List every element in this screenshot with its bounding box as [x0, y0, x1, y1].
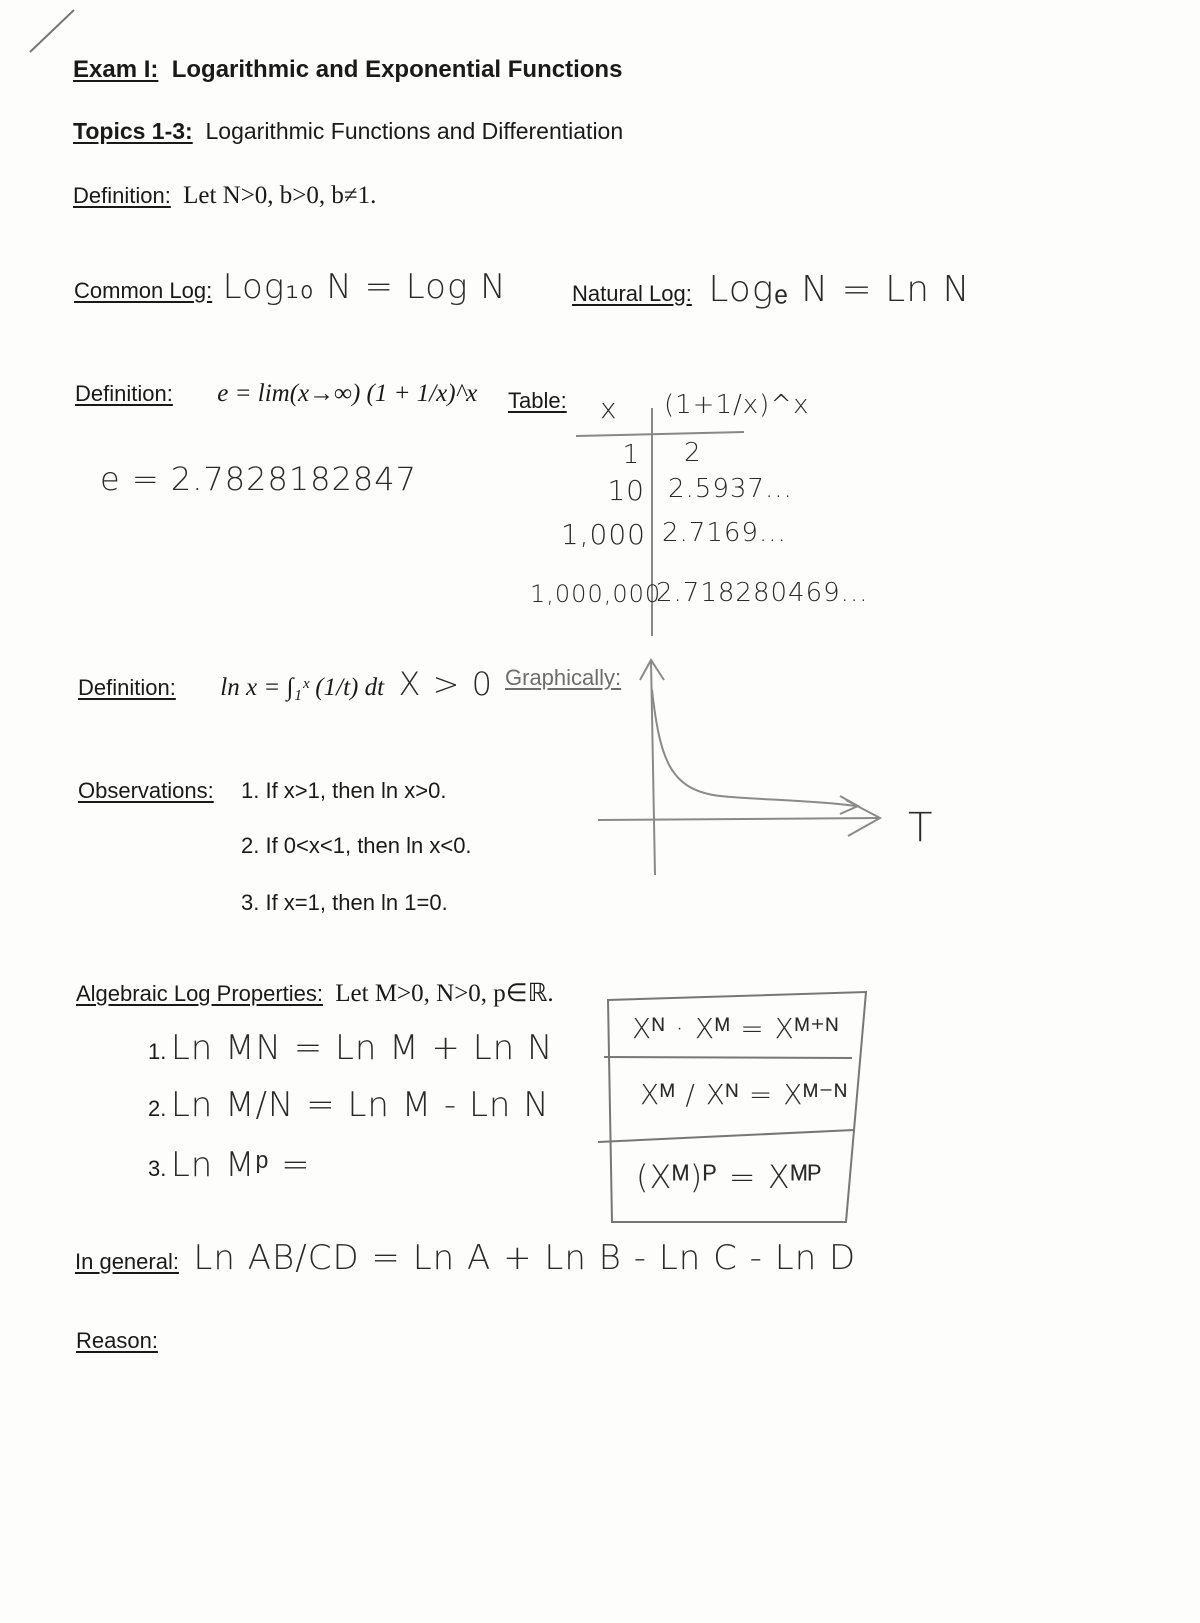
box-rule: Xᴺ · Xᴹ = Xᴹ⁺ᴺ [632, 1012, 839, 1045]
property-2 [148, 1085, 550, 1125]
definition-1-label: Definition: [73, 183, 171, 208]
definition-2-formula: e = lim(x→∞) (1 + 1/x)^x [217, 380, 478, 407]
definition-2 [75, 380, 477, 408]
table-f-cell: 2.718280469... [656, 578, 869, 608]
exam-header [73, 56, 622, 84]
topics-header [73, 118, 623, 145]
definition-3 [78, 665, 493, 703]
topics-label: Topics 1-3: [73, 118, 193, 144]
common-log [74, 267, 507, 307]
natural-log [572, 268, 970, 310]
graph-sketch [598, 660, 880, 875]
in-general [75, 1238, 856, 1278]
definition-3-hand-note: X > 0 [398, 665, 493, 703]
table-f-cell: 2 [684, 438, 702, 468]
definition-3-formula: ln x = ∫₁ˣ (1/t) dt [220, 674, 385, 701]
definition-3-label: Definition: [78, 675, 176, 700]
box-rule: Xᴹ / Xᴺ = Xᴹ⁻ᴺ [640, 1078, 848, 1111]
in-general-label: In general: [75, 1249, 179, 1274]
definition-1 [73, 182, 376, 210]
table-x-cell: 1,000 [560, 518, 646, 551]
property-hand: Ln M/N = Ln M - Ln N [170, 1085, 550, 1125]
property-num: 2. [148, 1096, 167, 1121]
table-x-cell: 1,000,000 [530, 580, 662, 608]
graphically-label: Graphically: [505, 665, 622, 690]
definition-1-text: Let N>0, b>0, b≠1. [183, 182, 377, 209]
common-log-hand: Log₁₀ N = Log N [222, 267, 507, 307]
property-hand: Ln MN = Ln M + Ln N [170, 1028, 554, 1068]
property-hand: Ln Mᵖ = [170, 1145, 311, 1185]
graph-axis-label: T [908, 805, 934, 851]
table-col-x: x [600, 392, 618, 425]
exam-title: Logarithmic and Exponential Functions [171, 56, 623, 83]
observation-item: 2. If 0<x<1, then ln x<0. [241, 833, 472, 858]
table-x-cell: 1 [622, 440, 640, 470]
table-x-cell: 10 [607, 474, 645, 507]
algebraic-label: Algebraic Log Properties: [76, 981, 324, 1006]
definition-2-label: Definition: [75, 381, 173, 406]
common-log-label: Common Log: [74, 278, 213, 303]
table-f-cell: 2.7169... [662, 518, 787, 548]
table-col-f: (1+1/x)^x [664, 390, 810, 420]
e-value-hand: e = 2.7828182847 [100, 460, 417, 498]
observation-item: 1. If x>1, then ln x>0. [241, 778, 447, 803]
property-num: 1. [148, 1039, 167, 1064]
algebraic-properties [76, 978, 554, 1008]
table-label: Table: [508, 388, 567, 413]
in-general-hand: Ln AB/CD = Ln A + Ln B - Ln C - Ln D [193, 1238, 857, 1278]
algebraic-text: Let M>0, N>0, p∈ℝ. [335, 980, 554, 1007]
table-f-cell: 2.5937... [668, 474, 793, 504]
property-1 [148, 1028, 553, 1068]
box-rule: (Xᴹ)ᴾ = Xᴹᴾ [636, 1158, 823, 1196]
property-num: 3. [148, 1156, 167, 1181]
observations-label: Observations: [78, 778, 214, 803]
observation-item: 3. If x=1, then ln 1=0. [241, 890, 448, 915]
reason-label: Reason: [76, 1328, 158, 1353]
natural-log-hand: Logₑ N = Ln N [708, 269, 971, 310]
property-3 [148, 1145, 311, 1185]
exam-label: Exam I: [73, 56, 159, 83]
natural-log-label: Natural Log: [572, 281, 692, 306]
topics-title: Logarithmic Functions and Differentiation [205, 118, 624, 144]
